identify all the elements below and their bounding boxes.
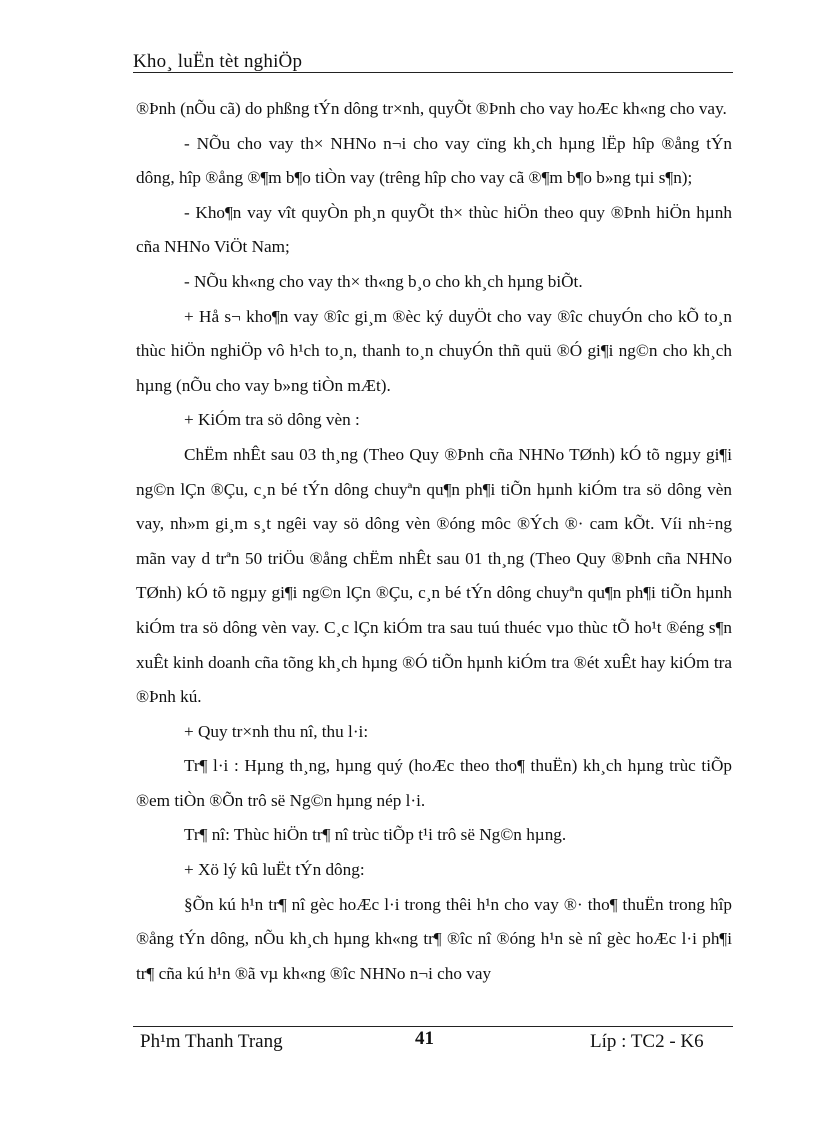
- paragraph: §Õn kú h¹n tr¶ nî gèc hoÆc l·i trong thêi h¹n cho vay ®· tho¶ thuËn trong hîp ®ång tÝn dông, nÕu kh¸ch hµng kh«ng tr¶ ®îc nî ®óng h¹n sè nî gèc hoÆc l·i ph¶i tr¶ cña kú h¹n ®ã vµ kh«ng ®îc NHNo n¬i cho vay: [136, 894, 732, 983]
- paragraph: + Hå s¬ kho¶n vay ®îc gi¸m ®èc ký duyÖt cho vay ®îc chuyÓn cho kÕ to¸n thùc hiÖn nghiÖp vô h¹ch to¸n, thanh to¸n chuyÓn thñ quü ®Ó gi¶i ng©n cho kh¸ch hµng (nÕu cho vay b»ng tiÒn mÆt).: [136, 306, 732, 395]
- footer-divider: [133, 1026, 733, 1027]
- paragraph: - Kho¶n vay vît quyÒn ph¸n quyÕt th× thùc hiÖn theo quy ®Þnh hiÖn hµnh cña NHNo ViÖt Nam;: [136, 202, 732, 257]
- header-divider: [133, 72, 733, 73]
- document-body: [136, 92, 732, 991]
- paragraph: + Quy tr×nh thu nî, thu l·i:: [184, 721, 369, 741]
- paragraph: Tr¶ l·i : Hµng th¸ng, hµng quý (hoÆc theo tho¶ thuËn) kh¸ch hµng trùc tiÕp ®em tiÒn ®Õn trô së Ng©n hµng nép l·i.: [136, 756, 732, 810]
- paragraph: - NÕu kh«ng cho vay th× th«ng b¸o cho kh¸ch hµng biÕt.: [184, 271, 583, 291]
- footer-class-label: Líp : TC2 - K6: [590, 1031, 704, 1052]
- page-header-title: Kho¸ luËn tèt nghiÖp: [133, 51, 303, 72]
- paragraph: + Xö lý kû luËt tÝn dông:: [184, 860, 365, 880]
- paragraph: Tr¶ nî: Thùc hiÖn tr¶ nî trùc tiÕp t¹i trô së Ng©n hµng.: [184, 825, 567, 845]
- footer-author: Ph¹m Thanh Trang: [140, 1031, 283, 1052]
- page-number: 41: [415, 1028, 434, 1049]
- paragraph: ®Þnh (nÕu cã) do phßng tÝn dông tr×nh, quyÕt ®Þnh cho vay hoÆc kh«ng cho vay.: [136, 99, 727, 118]
- paragraph: + KiÓm tra sö dông vèn :: [184, 410, 360, 430]
- paragraph: ChËm nhÊt sau 03 th¸ng (Theo Quy ®Þnh cña NHNo TØnh) kÓ tõ ngµy gi¶i ng©n lÇn ®Çu, c¸n bé tÝn dông chuyªn qu¶n ph¶i tiÕn hµnh kiÓm tra sö dông vèn vay, nh»m gi¸m s¸t ngêi vay sö dông vèn ®óng môc ®Ých ®· cam kÕt. Víi nh÷ng mãn vay d trªn 50 triÖu ®ång chËm nhÊt sau 01 th¸ng (Theo Quy ®Þnh cña NHNo TØnh) kÓ tõ ngµy gi¶i ng©n lÇn ®Çu, c¸n bé tÝn dông chuyªn qu¶n ph¶i tiÕn hµnh kiÓm tra sö dông vèn vay. C¸c lÇn kiÓm tra sau tuú thuéc vµo thùc tÕ ho¹t ®éng s¶n xuÊt kinh doanh cña tõng kh¸ch hµng ®Ó tiÕn hµnh kiÓm tra ®ét xuÊt hay kiÓm tra ®Þnh kú.: [136, 444, 732, 707]
- paragraph: - NÕu cho vay th× NHNo n¬i cho vay cïng kh¸ch hµng lËp hîp ®ång tÝn dông, hîp ®ång ®¶m b¶o tiÒn vay (trêng hîp cho vay cã ®¶m b¶o b»ng tµi s¶n);: [136, 133, 732, 188]
